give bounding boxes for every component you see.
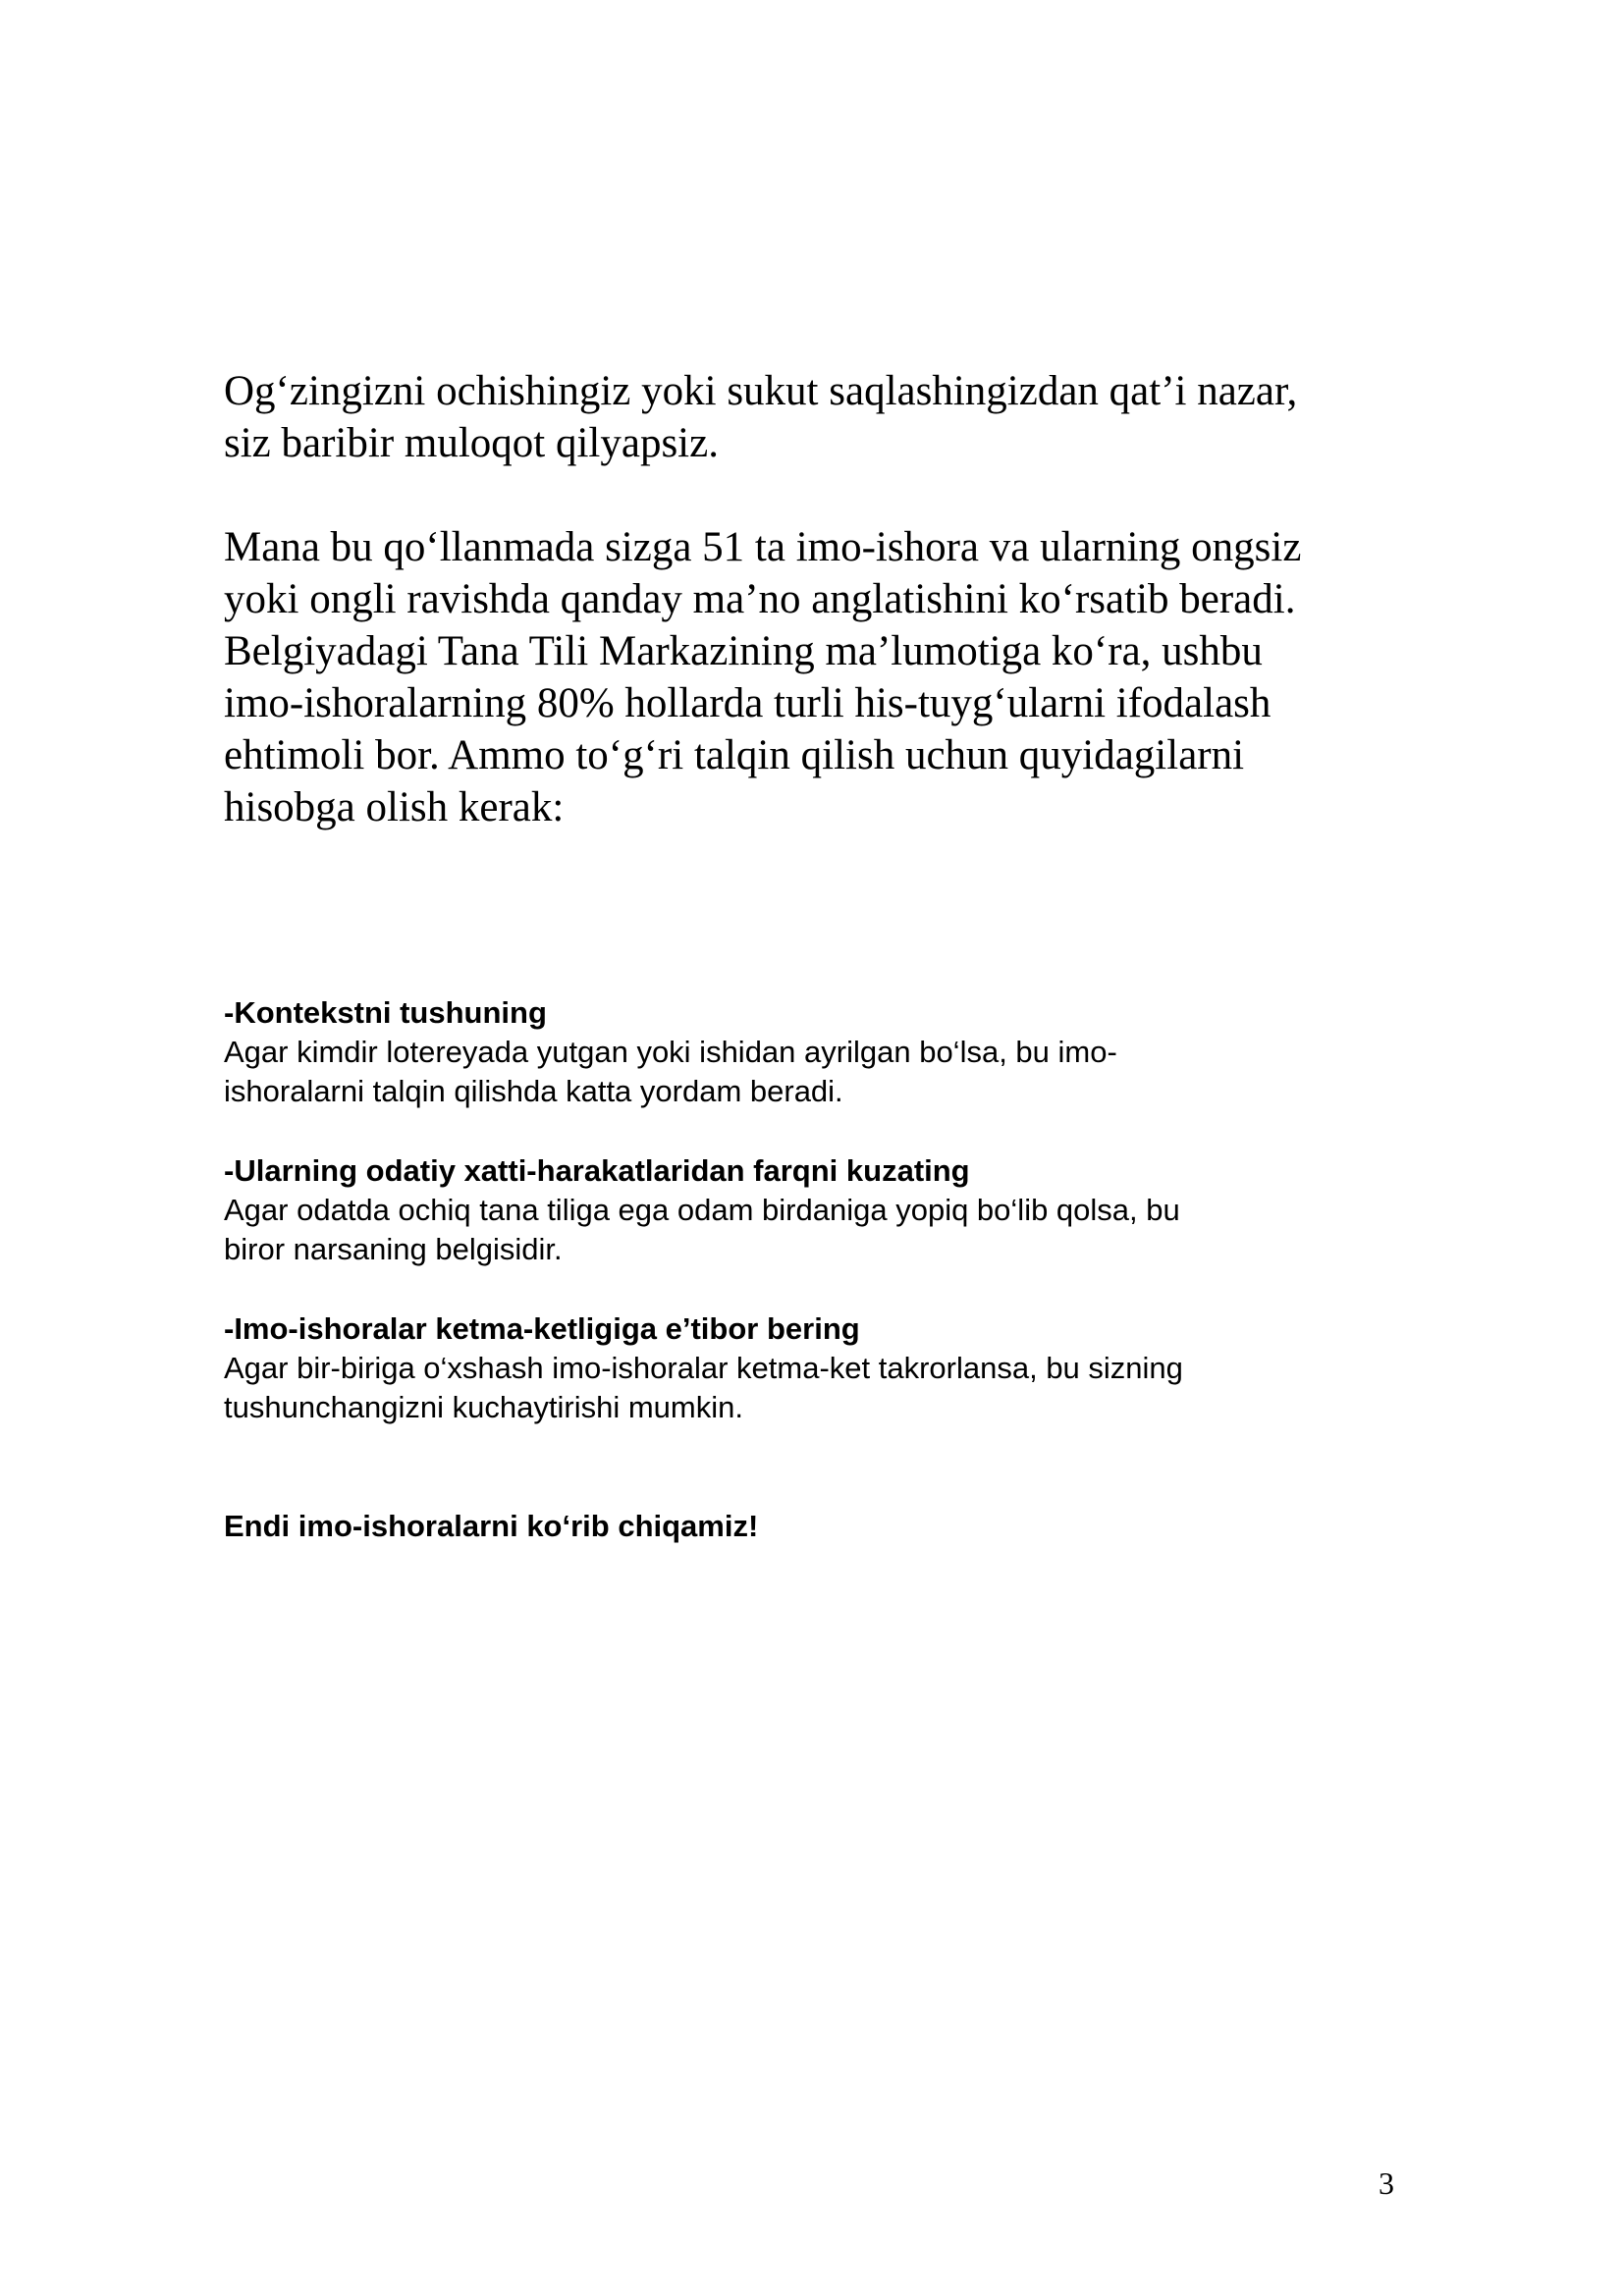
tip-sequence <box>224 1309 1432 1427</box>
tip-heading: -Imo-ishoralar ketma-ketligiga e’tibor bering <box>224 1311 860 1346</box>
intro-line: siz baribir muloqot qilyapsiz. <box>224 420 719 466</box>
description-line: hisobga olish kerak: <box>224 784 565 830</box>
intro-line: Og‘zingizni ochishingiz yoki sukut saqlashingizdan qat’i nazar, <box>224 368 1298 414</box>
tip-context <box>224 993 1432 1111</box>
tip-heading: -Ularning odatiy xatti-harakatlaridan farqni kuzating <box>224 1153 970 1188</box>
tip-text-line: biror narsaning belgisidir. <box>224 1232 563 1266</box>
description-line: Belgiyadagi Tana Tili Markazining ma’lumotiga ko‘ra, ushbu <box>224 628 1263 674</box>
tip-text-line: tushunchangizni kuchaytirishi mumkin. <box>224 1390 743 1424</box>
tip-behavior <box>224 1151 1432 1269</box>
page-number: 3 <box>1379 2165 1394 2201</box>
tip-heading: -Kontekstni tushuning <box>224 995 547 1030</box>
description-line: ehtimoli bor. Ammo to‘g‘ri talqin qilish uchun quyidagilarni <box>224 732 1245 778</box>
description-line: yoki ongli ravishda qanday ma’no anglatishini ko‘rsatib beradi. <box>224 576 1296 622</box>
description-line: Mana bu qo‘llanmada sizga 51 ta imo-ishora va ularning ongsiz <box>224 524 1302 570</box>
closing-line: Endi imo-ishoralarni ko‘rib chiqamiz! <box>224 1509 759 1543</box>
description-paragraph <box>224 521 1432 833</box>
tip-text-line: Agar kimdir lotereyada yutgan yoki ishidan ayrilgan bo‘lsa, bu imo- <box>224 1035 1117 1069</box>
intro-paragraph <box>224 365 1432 469</box>
tip-text-line: Agar odatda ochiq tana tiliga ega odam birdaniga yopiq bo‘lib qolsa, bu <box>224 1193 1180 1227</box>
description-line: imo-ishoralarning 80% hollarda turli his-tuyg‘ularni ifodalash <box>224 680 1271 726</box>
tip-text-line: ishoralarni talqin qilishda katta yordam beradi. <box>224 1074 843 1108</box>
tip-text-line: Agar bir-biriga o‘xshash imo-ishoralar ketma-ket takrorlansa, bu sizning <box>224 1351 1183 1385</box>
